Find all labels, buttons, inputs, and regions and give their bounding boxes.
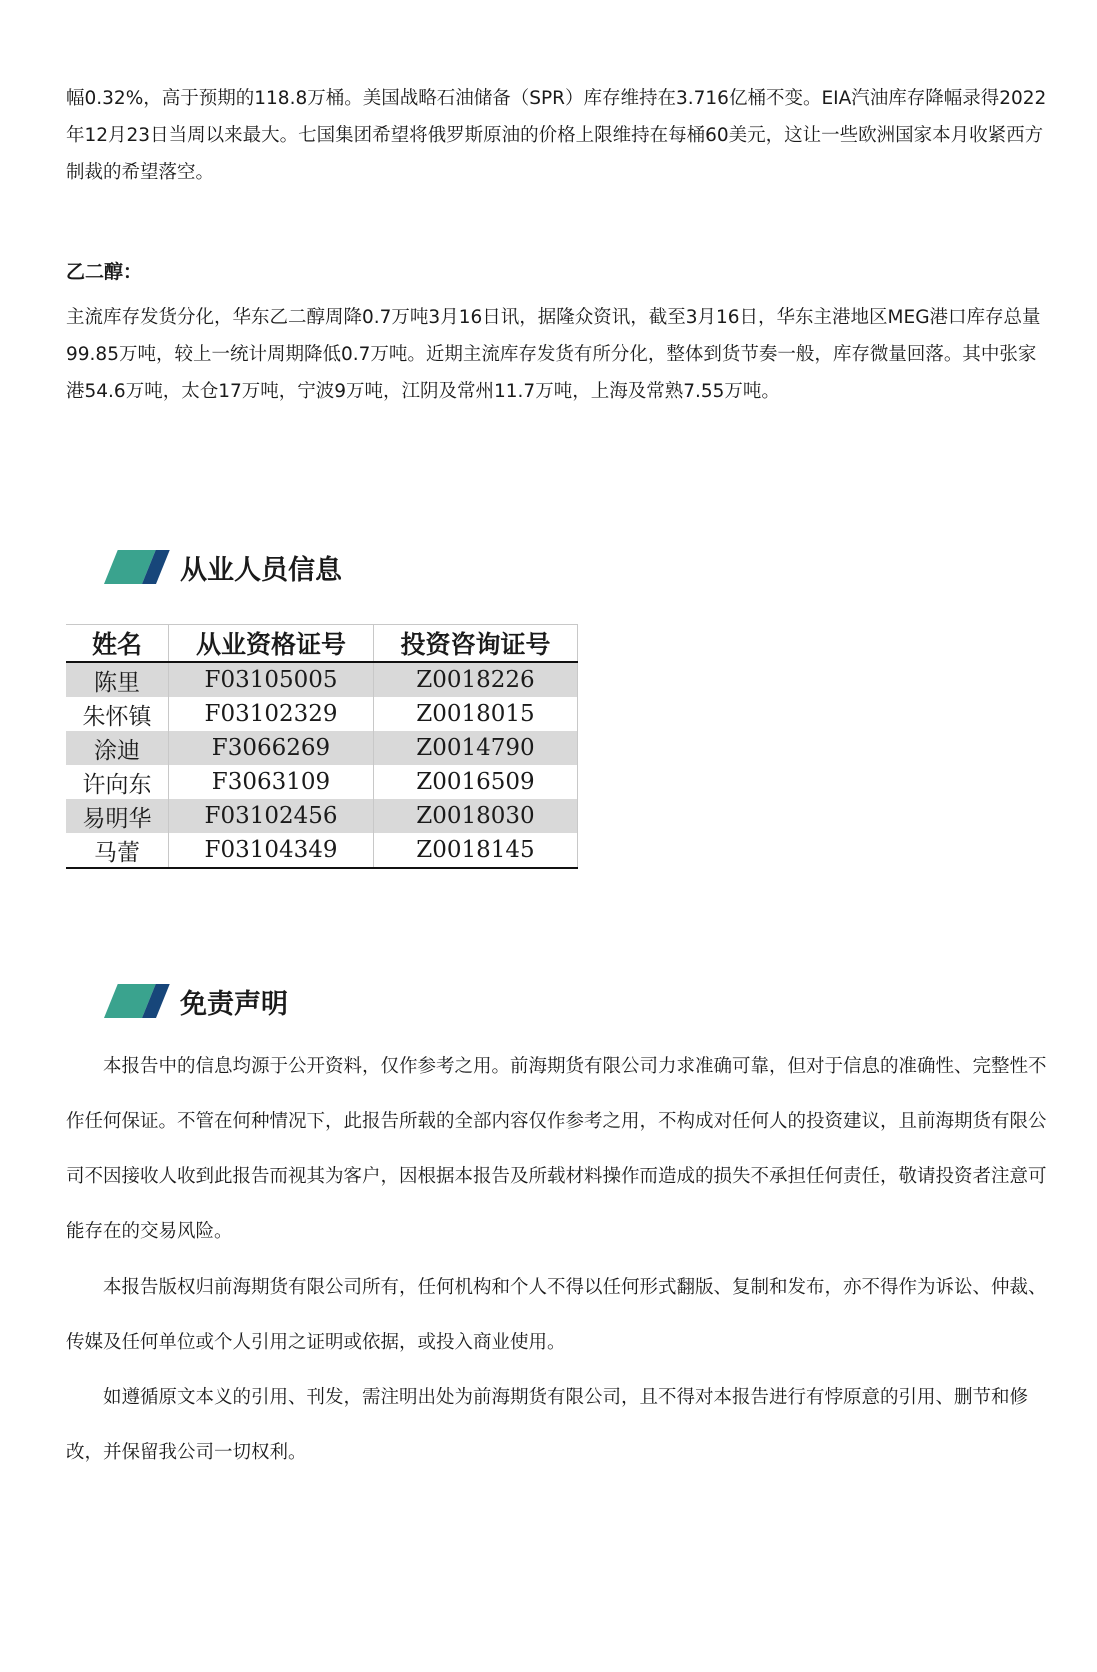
consulting-number: Z0018030 <box>374 799 578 833</box>
qualification-number: F03102329 <box>169 697 374 731</box>
column-header-consulting-no: 投资咨询证号 <box>374 625 578 663</box>
disclaimer-section-header <box>104 981 288 1021</box>
staff-name: 许向东 <box>66 765 169 799</box>
section-banner-icon <box>104 984 164 1018</box>
staff-table <box>66 624 578 869</box>
table-row <box>66 833 578 868</box>
table-row <box>66 765 578 799</box>
qualification-number: F03104349 <box>169 833 374 868</box>
staff-name: 易明华 <box>66 799 169 833</box>
qualification-number: F03102456 <box>169 799 374 833</box>
staff-name: 涂迪 <box>66 731 169 765</box>
staff-name: 陈里 <box>66 662 169 697</box>
meg-heading: 乙二醇： <box>66 261 143 283</box>
staff-section-header <box>104 547 342 587</box>
staff-name: 马蕾 <box>66 833 169 868</box>
qualification-number: F3066269 <box>169 731 374 765</box>
table-row <box>66 697 578 731</box>
qualification-number: F03105005 <box>169 662 374 697</box>
staff-name: 朱怀镇 <box>66 697 169 731</box>
column-header-name: 姓名 <box>66 625 169 663</box>
meg-paragraph: 主流库存发货分化，华东乙二醇周降0.7万吨3月16日讯，据隆众资讯，截至3月16日，华东主港地区MEG港口库存总量99.85万吨，较上一统计周期降低0.7万吨。近期主流库存发货有所分化，整体到货节奏一般，库存微量回落。其中张家港54.6万吨，太仓17万吨，宁波9万吨，江阴及常州11.7万吨，上海及常熟7.55万吨。 <box>66 307 1041 402</box>
table-row <box>66 662 578 697</box>
crude-oil-paragraph: 幅0.32%，高于预期的118.8万桶。美国战略石油储备（SPR）库存维持在3.716亿桶不变。EIA汽油库存降幅录得2022年12月23日当周以来最大。七国集团希望将俄罗斯原油的价格上限维持在每桶60美元，这让一些欧洲国家本月收紧西方制裁的希望落空。 <box>66 88 1047 183</box>
staff-section-title: 从业人员信息 <box>180 554 342 586</box>
consulting-number: Z0016509 <box>374 765 578 799</box>
disclaimer-paragraph-1: 本报告中的信息均源于公开资料，仅作参考之用。前海期货有限公司力求准确可靠，但对于信息的准确性、完整性不作任何保证。不管在何种情况下，此报告所载的全部内容仅作参考之用，不构成对任何人的投资建议，且前海期货有限公司不因接收人收到此报告而视其为客户，因根据本报告及所载材料操作而造成的损失不承担任何责任，敬请投资者注意可能存在的交易风险。 <box>66 1056 1047 1242</box>
consulting-number: Z0014790 <box>374 731 578 765</box>
disclaimer-paragraph-2: 本报告版权归前海期货有限公司所有，任何机构和个人不得以任何形式翻版、复制和发布，亦不得作为诉讼、仲裁、传媒及任何单位或个人引用之证明或依据，或投入商业使用。 <box>66 1277 1047 1353</box>
qualification-number: F3063109 <box>169 765 374 799</box>
disclaimer-paragraph-3: 如遵循原文本义的引用、刊发，需注明出处为前海期货有限公司，且不得对本报告进行有悖原意的引用、删节和修改，并保留我公司一切权利。 <box>66 1387 1029 1463</box>
table-row <box>66 799 578 833</box>
table-row <box>66 731 578 765</box>
table-header-row <box>66 625 578 663</box>
consulting-number: Z0018145 <box>374 833 578 868</box>
consulting-number: Z0018015 <box>374 697 578 731</box>
disclaimer-section-title: 免责声明 <box>180 988 288 1020</box>
consulting-number: Z0018226 <box>374 662 578 697</box>
column-header-qualification-no: 从业资格证号 <box>169 625 374 663</box>
section-banner-icon <box>104 550 164 584</box>
